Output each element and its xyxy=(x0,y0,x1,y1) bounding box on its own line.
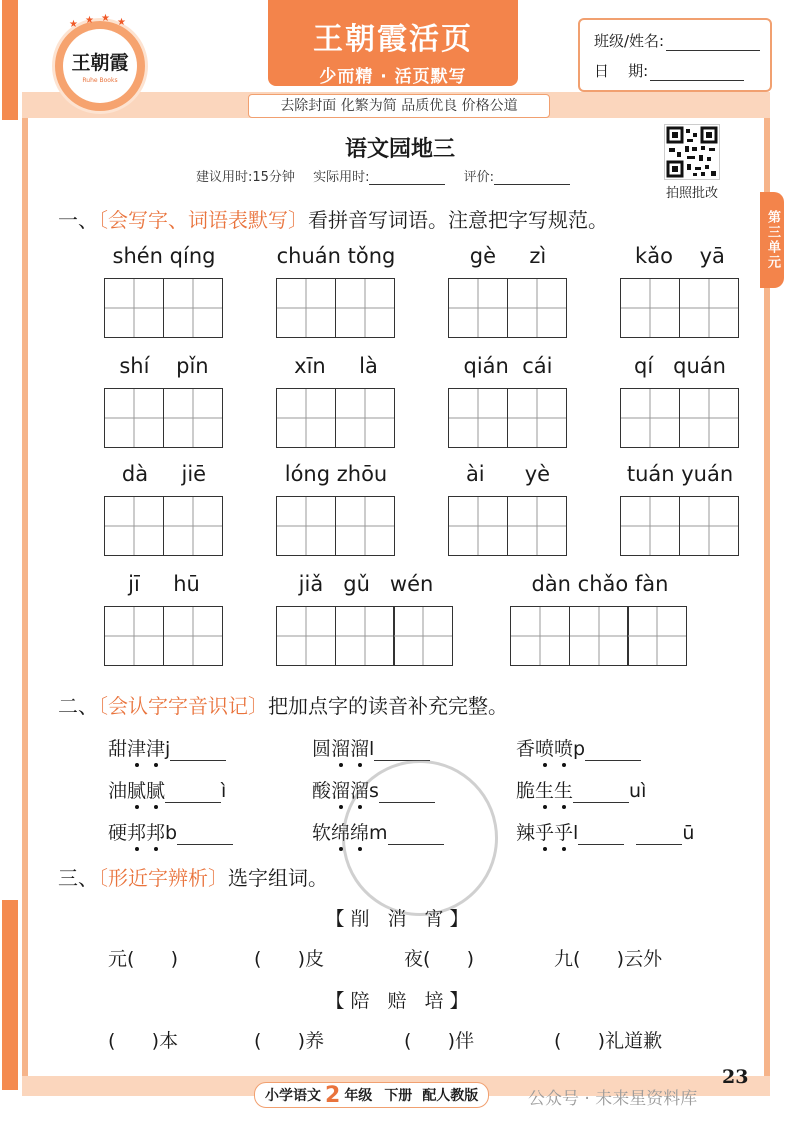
reading-item xyxy=(108,776,226,803)
footer-grade: 年级 xyxy=(344,1088,373,1104)
pinyin-item xyxy=(104,462,224,558)
reading-item xyxy=(108,734,226,761)
pinyin-label: gè zì xyxy=(469,244,547,268)
fill-item[interactable]: ( )皮 xyxy=(254,948,325,970)
tianzige-grid xyxy=(620,388,739,448)
pinyin-suffix: ū xyxy=(682,822,695,844)
pinyin-item xyxy=(448,244,568,340)
section-3-number: 三、 xyxy=(58,866,98,890)
reading-word: 酸溜溜 xyxy=(312,780,370,802)
evaluation-label: 评价: xyxy=(463,170,494,185)
section-1-heading xyxy=(58,204,608,233)
writing-cell[interactable] xyxy=(627,606,687,666)
writing-cell[interactable] xyxy=(393,606,453,666)
pinyin-prefix: l xyxy=(369,738,375,760)
logo-subtext: Ruhe Books xyxy=(82,77,118,84)
writing-cell[interactable] xyxy=(163,496,223,556)
writing-cell[interactable] xyxy=(104,496,164,556)
tianzige-grid xyxy=(620,278,739,338)
writing-cell[interactable] xyxy=(104,278,164,338)
writing-cell[interactable] xyxy=(104,388,164,448)
section-2-number: 二、 xyxy=(58,694,98,718)
pinyin-item xyxy=(276,244,396,340)
corner-decoration-top xyxy=(2,0,18,120)
reading-item xyxy=(312,734,430,761)
pinyin-item xyxy=(276,572,456,668)
reading-word: 圆溜溜 xyxy=(312,738,370,760)
pinyin-label: shén qíng xyxy=(112,244,216,268)
reading-word: 脆生生 xyxy=(516,780,574,802)
pinyin-item xyxy=(104,354,224,450)
writing-cell[interactable] xyxy=(448,388,508,448)
pinyin-label: kǎo yā xyxy=(635,244,725,268)
class-name-label: 班级/姓名: xyxy=(594,32,665,50)
writing-cell[interactable] xyxy=(569,606,629,666)
brand-logo: ★ ★ ★ ★ 王朝霞 Ruhe Books xyxy=(52,18,148,114)
pinyin-label: chuán tǒng xyxy=(276,244,396,268)
writing-cell[interactable] xyxy=(104,606,164,666)
pinyin-prefix: l xyxy=(573,822,579,844)
actual-time-field[interactable] xyxy=(369,172,445,185)
pinyin-item xyxy=(276,462,396,558)
reading-word: 油腻腻 xyxy=(108,780,166,802)
fill-item[interactable]: 九( )云外 xyxy=(554,948,663,970)
pinyin-suffix: uì xyxy=(629,780,647,802)
tianzige-grid xyxy=(510,606,687,666)
fill-item[interactable]: ( )本 xyxy=(108,1030,179,1052)
tianzige-grid xyxy=(276,496,395,556)
char-group-1: 【削 消 宵】 xyxy=(325,908,475,930)
writing-cell[interactable] xyxy=(620,278,680,338)
pinyin-item xyxy=(276,354,396,450)
writing-cell[interactable] xyxy=(448,278,508,338)
answer-blank[interactable] xyxy=(170,742,226,761)
footer-edition: 配人教版 xyxy=(422,1088,479,1104)
answer-blank[interactable] xyxy=(585,742,641,761)
writing-cell[interactable] xyxy=(163,388,223,448)
tianzige-grid xyxy=(276,606,453,666)
pinyin-label: jiǎ gǔ wén xyxy=(298,572,434,596)
writing-cell[interactable] xyxy=(620,496,680,556)
writing-cell[interactable] xyxy=(163,606,223,666)
date-field[interactable] xyxy=(650,64,744,81)
char-group-2: 【陪 赔 培】 xyxy=(325,990,475,1012)
pinyin-label: qí quán xyxy=(633,354,726,378)
pinyin-label: xīn là xyxy=(294,354,378,378)
writing-cell[interactable] xyxy=(507,496,567,556)
writing-cell[interactable] xyxy=(507,388,567,448)
pinyin-prefix: j xyxy=(165,738,171,760)
section-3-instruction: 选字组词。 xyxy=(228,866,328,890)
fill-item[interactable]: ( )养 xyxy=(254,1030,325,1052)
fill-item[interactable]: 元( ) xyxy=(108,948,179,970)
writing-cell[interactable] xyxy=(507,278,567,338)
pinyin-label: dà jiē xyxy=(121,462,207,486)
section-2-heading xyxy=(58,690,508,719)
section-2-tag: 〔会认字字音识记〕 xyxy=(98,694,268,718)
pinyin-prefix: b xyxy=(165,822,178,844)
reading-item xyxy=(108,818,233,845)
pinyin-item xyxy=(448,354,568,450)
answer-blank[interactable] xyxy=(177,826,233,845)
pinyin-label: jī hū xyxy=(128,572,200,596)
writing-cell[interactable] xyxy=(679,496,739,556)
writing-cell[interactable] xyxy=(679,278,739,338)
pinyin-item xyxy=(620,244,740,340)
pinyin-label: dàn chǎo fàn xyxy=(531,572,669,596)
class-name-field[interactable] xyxy=(666,34,760,51)
reading-item xyxy=(516,734,641,761)
tianzige-grid xyxy=(276,388,395,448)
writing-cell[interactable] xyxy=(679,388,739,448)
section-3-tag: 〔形近字辨析〕 xyxy=(98,866,228,890)
reading-word: 辣乎乎 xyxy=(516,822,574,844)
slogan: 去除封面 化繁为简 品质优良 价格公道 xyxy=(248,94,550,118)
pinyin-prefix: m xyxy=(369,822,388,844)
tianzige-grid xyxy=(448,278,567,338)
logo-text: 王朝霞 xyxy=(71,52,129,74)
pinyin-label: ài yè xyxy=(465,462,551,486)
writing-cell[interactable] xyxy=(276,496,336,556)
section-1-number: 一、 xyxy=(58,208,98,232)
student-info-box xyxy=(578,18,772,92)
tianzige-grid xyxy=(276,278,395,338)
tianzige-grid xyxy=(104,606,223,666)
pinyin-item xyxy=(104,244,224,340)
pinyin-label: qián cái xyxy=(463,354,553,378)
pinyin-suffix: ì xyxy=(221,780,227,802)
unit-side-tab: 第三单元 xyxy=(760,192,784,288)
suggested-time: 建议用时:15分钟 xyxy=(196,170,295,185)
watermark-text: 公众号 · 未来星资料库 xyxy=(528,1089,698,1109)
tianzige-grid xyxy=(448,496,567,556)
section-2-instruction: 把加点字的读音补充完整。 xyxy=(268,694,508,718)
pinyin-item xyxy=(448,462,568,558)
pinyin-item xyxy=(620,354,740,450)
reading-item xyxy=(516,818,694,845)
writing-cell[interactable] xyxy=(276,278,336,338)
tianzige-grid xyxy=(448,388,567,448)
reading-word: 软绵绵 xyxy=(312,822,370,844)
page-number: 23 xyxy=(722,1066,749,1088)
reading-word: 香喷喷 xyxy=(516,738,574,760)
writing-cell[interactable] xyxy=(620,388,680,448)
answer-blank[interactable] xyxy=(573,784,629,803)
brand-banner xyxy=(268,0,518,86)
answer-blank[interactable] xyxy=(165,784,221,803)
qr-label: 拍照批改 xyxy=(665,186,718,201)
pinyin-prefix: p xyxy=(573,738,586,760)
writing-cell[interactable] xyxy=(335,496,395,556)
writing-cell[interactable] xyxy=(510,606,570,666)
section-3-heading xyxy=(58,862,328,891)
evaluation-field[interactable] xyxy=(494,172,570,185)
pinyin-label: tuán yuán xyxy=(626,462,734,486)
page-title: 语文园地三 xyxy=(344,137,455,162)
tianzige-grid xyxy=(620,496,739,556)
footer-grade-number: 2 xyxy=(325,1082,341,1108)
tianzige-grid xyxy=(104,388,223,448)
writing-cell[interactable] xyxy=(335,606,395,666)
footer-volume: 下册 xyxy=(384,1088,413,1104)
writing-cell[interactable] xyxy=(276,606,336,666)
reading-word: 硬邦邦 xyxy=(108,822,166,844)
footer-subject: 小学语文 xyxy=(265,1088,321,1104)
footer-badge xyxy=(254,1082,489,1108)
section-1-tag: 〔会写字、词语表默写〕 xyxy=(98,208,308,232)
answer-blank[interactable] xyxy=(374,742,430,761)
answer-blank[interactable] xyxy=(578,826,624,845)
fill-item[interactable]: ( )伴 xyxy=(404,1030,475,1052)
brand-subtitle: 少而精 · 活页默写 xyxy=(319,67,467,87)
answer-blank[interactable] xyxy=(636,826,682,845)
pinyin-prefix: s xyxy=(369,780,379,802)
date-label: 日 期: xyxy=(594,62,649,80)
section-1-instruction: 看拼音写词语。注意把字写规范。 xyxy=(308,208,608,232)
writing-cell[interactable] xyxy=(163,278,223,338)
pinyin-item xyxy=(104,572,224,668)
tianzige-grid xyxy=(104,496,223,556)
writing-cell[interactable] xyxy=(335,388,395,448)
pinyin-label: lóng zhōu xyxy=(284,462,388,486)
pinyin-item xyxy=(620,462,740,558)
actual-time-label: 实际用时: xyxy=(313,170,370,185)
fill-item[interactable]: 夜( ) xyxy=(404,948,475,970)
fill-item[interactable]: ( )礼道歉 xyxy=(554,1030,663,1052)
brand-title: 王朝霞活页 xyxy=(313,22,473,57)
reading-word: 甜津津 xyxy=(108,738,166,760)
pinyin-label: shí pǐn xyxy=(119,354,209,378)
writing-cell[interactable] xyxy=(276,388,336,448)
reading-item xyxy=(516,776,646,803)
tianzige-grid xyxy=(104,278,223,338)
pinyin-item xyxy=(510,572,690,668)
writing-cell[interactable] xyxy=(448,496,508,556)
timing-line xyxy=(196,166,570,185)
writing-cell[interactable] xyxy=(335,278,395,338)
